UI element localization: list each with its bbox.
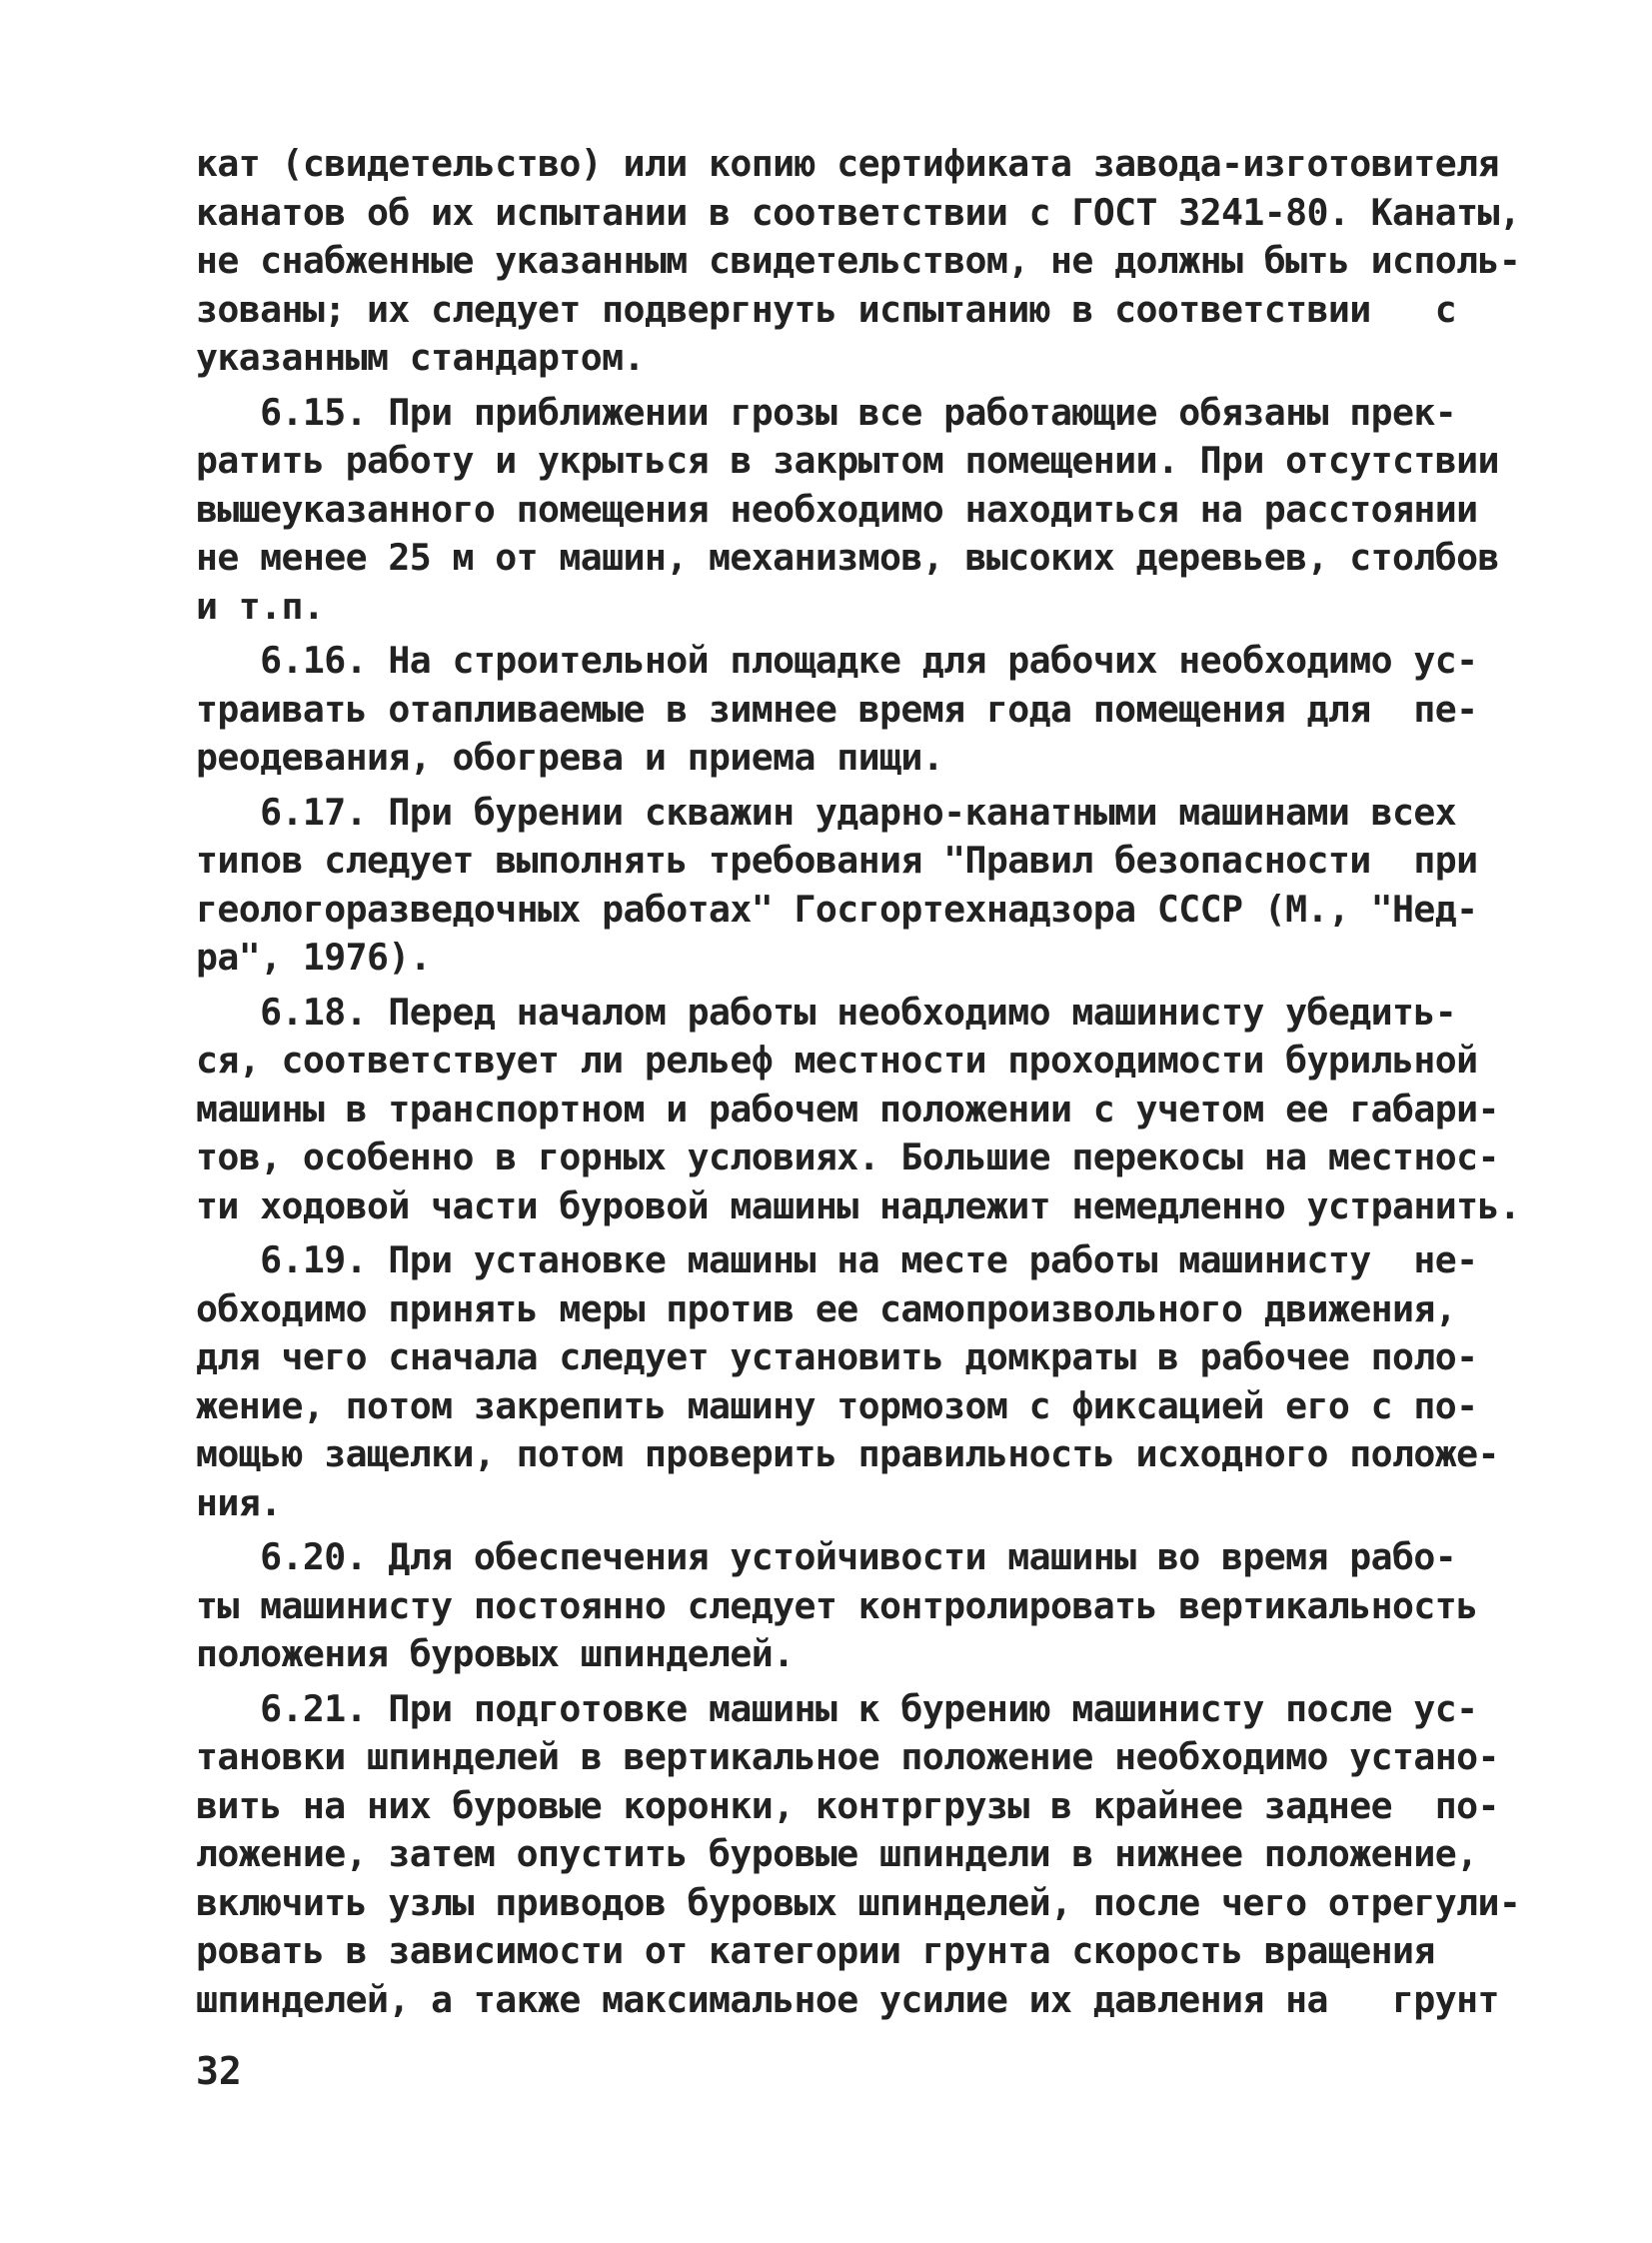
text-line: кат (свидетельство) или копию сертификата завода-изготовителя [196,142,1499,185]
text-line: ратить работу и укрыться в закрытом помещении. При отсутствии [196,439,1499,482]
text-line: ложение, затем опустить буровые шпиндели в нижнее положение, [196,1832,1478,1875]
text-line: машины в транспортном и рабочем положении с учетом ее габари- [196,1087,1499,1130]
text-line: шпинделей, а также максимальное усилие их давления на грунт [196,1977,1499,2021]
text-line: геологоразведочных работах" Госгортехнадзора СССР (М., "Нед- [196,887,1478,931]
text-line: указанным стандартом. [196,336,645,379]
text-line: типов следует выполнять требования "Правил безопасности при [196,839,1478,882]
text-line: не менее 25 м от машин, механизмов, высоких деревьев, столбов [196,536,1499,579]
text-line: мощью защелки, потом проверить правильность исходного положе- [196,1432,1499,1475]
text-line: вышеуказанного помещения необходимо находиться на расстоянии [196,487,1478,531]
text-line: ровать в зависимости от категории грунта скорость вращения [196,1929,1435,1972]
text-line: ния. [196,1480,282,1524]
text-line: 6.16. На строительной площадке для рабочих необходимо ус- [196,639,1478,682]
text-line: ти ходовой части буровой машины надлежит немедленно устранить. [196,1183,1521,1227]
body-text [196,140,1521,2024]
text-line: не снабженные указанным свидетельством, не должны быть исполь- [196,239,1521,282]
text-line: для чего сначала следует установить домкраты в рабочее поло- [196,1335,1478,1378]
text-line: включить узлы приводов буровых шпинделей, после чего отрегули- [196,1880,1521,1924]
text-line: 6.17. При бурении скважин ударно-канатными машинами всех [196,790,1457,834]
text-line: 6.19. При установке машины на месте работы машинисту не- [196,1238,1478,1281]
text-line: реодевания, обогрева и приема пищи. [196,736,944,779]
text-line: обходимо принять меры против ее самопроизвольного движения, [196,1286,1457,1330]
text-line: ты машинисту постоянно следует контролировать вертикальность [196,1583,1478,1627]
text-line: зованы; их следует подвергнуть испытанию в соответствии с [196,287,1457,331]
text-line: 6.18. Перед началом работы необходимо машинисту убедить- [196,990,1457,1034]
text-line: 6.20. Для обеспечения устойчивости машины во время рабо- [196,1535,1457,1578]
text-line: 6.21. При подготовке машины к бурению машинисту после ус- [196,1686,1478,1730]
text-line: 6.15. При приближении грозы все работающие обязаны прек- [196,390,1457,434]
text-line: положения буровых шпинделей. [196,1632,795,1675]
text-line: ся, соответствует ли рельеф местности проходимости бурильной [196,1039,1478,1082]
text-line: канатов об их испытании в соответствии с ГОСТ 3241-80. Канаты, [196,190,1521,234]
page-number: 32 [196,2049,242,2093]
text-line: ра", 1976). [196,936,432,979]
text-line: тановки шпинделей в вертикальное положение необходимо устано- [196,1735,1499,1778]
text-line: и т.п. [196,584,325,628]
text-line: жение, потом закрепить машину тормозом с фиксацией его с по- [196,1383,1478,1427]
text-line: тов, особенно в горных условиях. Большие перекосы на местнос- [196,1135,1499,1178]
text-line: траивать отапливаемые в зимнее время года помещения для пе- [196,687,1478,731]
text-line: вить на них буровые коронки, контргрузы в крайнее заднее по- [196,1783,1499,1827]
